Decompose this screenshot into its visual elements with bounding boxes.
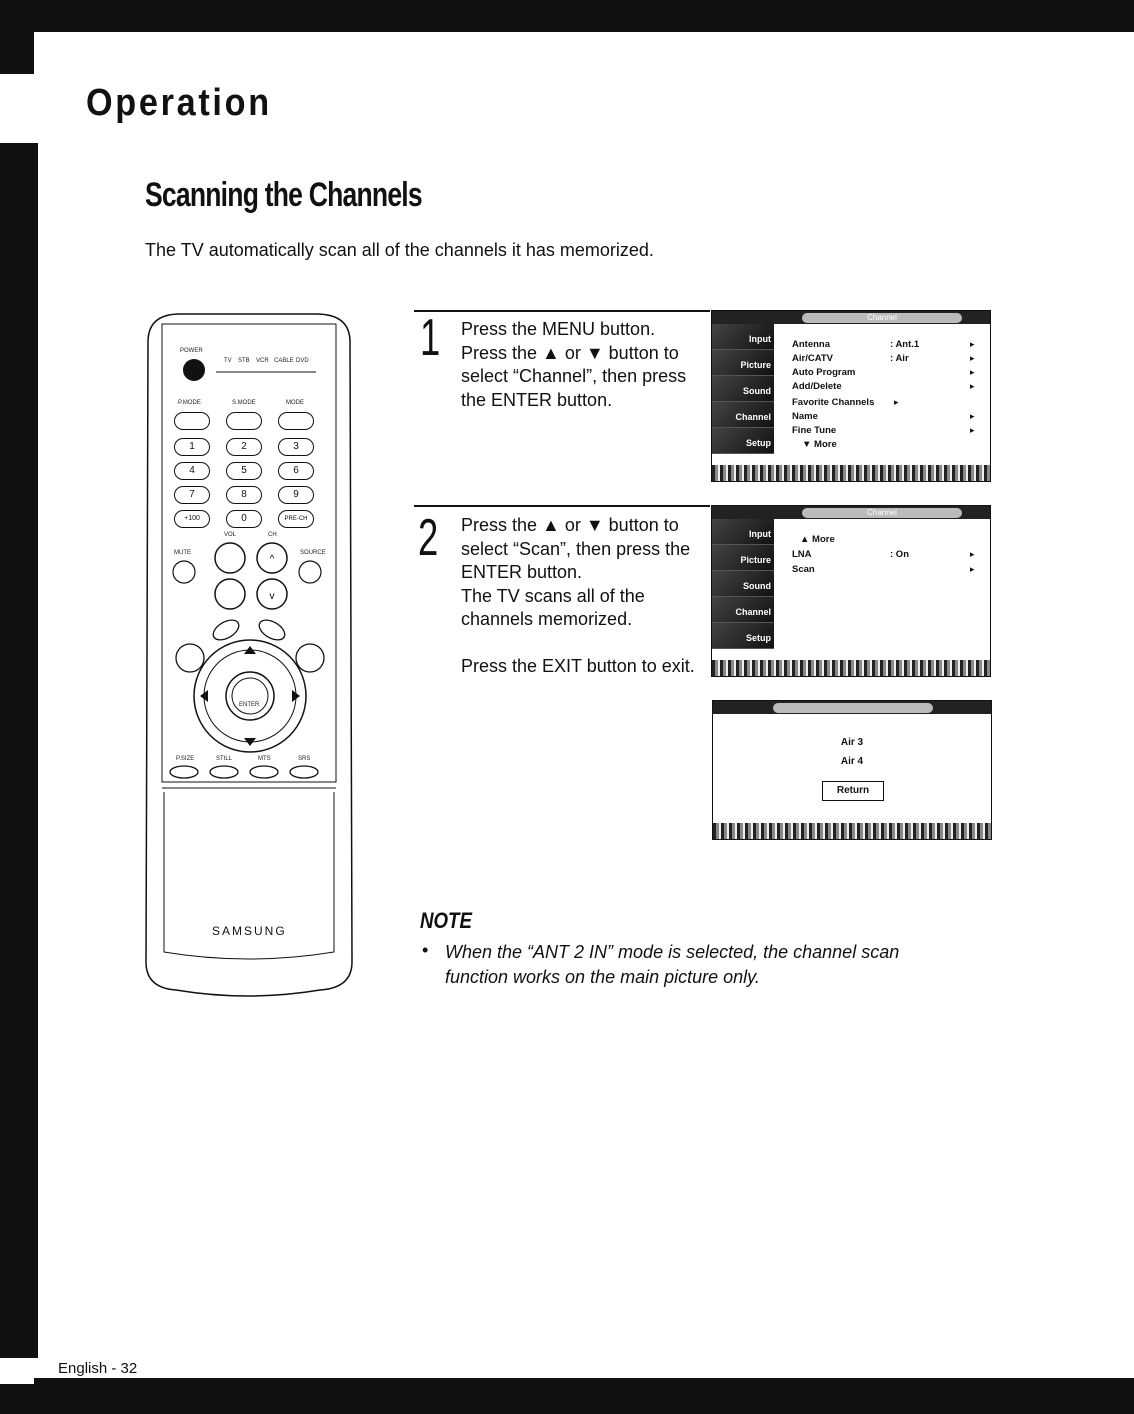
menu-arrow-icon: ▸ <box>970 564 975 574</box>
power-label: POWER <box>180 348 203 354</box>
menu-arrow-icon: ▸ <box>970 339 975 349</box>
mode-label-cable: CABLE <box>274 358 294 364</box>
screen-button-bar <box>712 660 990 676</box>
top-border-bar <box>0 0 1134 32</box>
mode-label-tv: TV <box>224 358 232 364</box>
channel-menu-screen-1 <box>711 310 991 482</box>
section-title: Operation <box>86 82 272 124</box>
menu-item-value: : On <box>890 549 909 560</box>
sidebar-item-setup: Setup <box>712 428 774 454</box>
return-button: Return <box>822 781 884 801</box>
sidebar-item-picture: Picture <box>712 350 774 376</box>
menu-item-value: : Air <box>890 353 909 364</box>
mts-label: MTS <box>258 756 271 762</box>
number-button-8: 8 <box>226 486 262 504</box>
menu-arrow-icon: ▸ <box>970 381 975 391</box>
source-label: SOURCE <box>300 550 326 556</box>
note-text: When the “ANT 2 IN” mode is selected, the channel scan function works on the main picture only. <box>445 942 900 987</box>
number-button-9: 9 <box>278 486 314 504</box>
left-border-bar <box>0 143 38 1358</box>
screen-sidebar <box>712 519 774 649</box>
page-title: Scanning the Channels <box>145 176 422 214</box>
mute-label: MUTE <box>174 550 191 556</box>
screen-sidebar <box>712 324 774 454</box>
sidebar-item-sound: Sound <box>712 571 774 597</box>
menu-arrow-icon: ▸ <box>970 549 975 559</box>
still-label: STILL <box>216 756 233 762</box>
number-button-plus100: +100 <box>174 510 210 528</box>
enter-label: ENTER <box>239 702 260 708</box>
note-bullet: • <box>422 940 429 960</box>
svg-text:^: ^ <box>269 554 275 565</box>
screen-tab <box>773 703 933 713</box>
scan-channel-line: Air 3 <box>840 737 864 748</box>
menu-item-label: Add/Delete <box>792 381 842 392</box>
sidebar-item-picture: Picture <box>712 545 774 571</box>
menu-arrow-icon: ▸ <box>970 353 975 363</box>
scan-channel-line: Air 4 <box>840 756 864 767</box>
bottom-border-bar <box>0 1384 1134 1414</box>
mode-label: MODE <box>286 400 304 406</box>
mode-label-stb: STB <box>238 358 250 364</box>
menu-item-label: Antenna <box>792 339 830 350</box>
menu-arrow-icon: ▸ <box>970 367 975 377</box>
step-2-number: 2 <box>418 509 439 567</box>
sidebar-item-channel: Channel <box>712 402 774 428</box>
smode-label: S.MODE <box>232 400 256 406</box>
menu-item-label: ▲ More <box>800 534 835 545</box>
menu-arrow-icon: ▸ <box>970 425 975 435</box>
number-button-2: 2 <box>226 438 262 456</box>
number-button-6: 6 <box>278 462 314 480</box>
step-2-text: Press the ▲ or ▼ button to select “Scan”, then press the ENTER button. The TV scans all of the channels memorized. Press the EXIT button to exit. <box>461 515 695 676</box>
svg-text:v: v <box>269 591 275 602</box>
smode-button <box>226 412 262 430</box>
number-button-3: 3 <box>278 438 314 456</box>
screen-button-bar <box>712 465 990 481</box>
pre-ch-button: PRE-CH <box>278 510 314 528</box>
step-1-number: 1 <box>420 309 441 367</box>
number-button-0: 0 <box>226 510 262 528</box>
menu-item-label: Auto Program <box>792 367 856 378</box>
menu-item-label: Favorite Channels <box>792 397 875 408</box>
sidebar-item-setup: Setup <box>712 623 774 649</box>
pmode-label: P.MODE <box>178 400 201 406</box>
number-button-5: 5 <box>226 462 262 480</box>
intro-text: The TV automatically scan all of the channels it has memorized. <box>145 240 654 260</box>
menu-arrow-icon: ▸ <box>894 397 899 407</box>
screen-title-bar <box>713 701 991 714</box>
menu-item-label: Fine Tune <box>792 425 837 436</box>
number-button-7: 7 <box>174 486 210 504</box>
mode-button <box>278 412 314 430</box>
pmode-button <box>174 412 210 430</box>
mode-label-dvd: DVD <box>296 358 309 364</box>
ch-label: CH <box>268 532 277 538</box>
menu-item-label: LNA <box>792 549 812 560</box>
mode-label-vcr: VCR <box>256 358 269 364</box>
remote-control-illustration <box>140 312 356 1002</box>
screen-button-bar <box>713 823 991 839</box>
page-number: English - 32 <box>58 1360 138 1377</box>
remote-brand: SAMSUNG <box>212 924 287 938</box>
menu-item-label: Scan <box>792 564 815 575</box>
menu-item-label: Name <box>792 411 818 422</box>
menu-arrow-icon: ▸ <box>970 411 975 421</box>
screen-tab: Channel <box>802 313 962 323</box>
sidebar-item-input: Input <box>712 324 774 350</box>
vol-label: VOL <box>224 532 237 538</box>
screen-tab: Channel <box>802 508 962 518</box>
psize-label: P.SIZE <box>176 756 195 762</box>
step-2-rule <box>414 505 710 507</box>
screen-title-bar <box>712 506 990 519</box>
menu-item-label: Air/CATV <box>792 353 833 364</box>
note-title: NOTE <box>420 908 472 933</box>
left-border-tab <box>0 32 34 74</box>
screen-title-bar <box>712 311 990 324</box>
channel-menu-screen-2 <box>711 505 991 677</box>
step-1-text: Press the MENU button. Press the ▲ or ▼ button to select “Channel”, then press the ENTER button. <box>461 319 687 410</box>
number-button-1: 1 <box>174 438 210 456</box>
sidebar-item-channel: Channel <box>712 597 774 623</box>
srs-label: SRS <box>298 756 311 762</box>
sidebar-item-sound: Sound <box>712 376 774 402</box>
sidebar-item-input: Input <box>712 519 774 545</box>
menu-item-label: ▼ More <box>802 439 837 450</box>
step-1-rule <box>414 310 710 312</box>
menu-item-value: : Ant.1 <box>890 339 920 350</box>
number-button-4: 4 <box>174 462 210 480</box>
scan-progress-screen <box>712 700 992 840</box>
